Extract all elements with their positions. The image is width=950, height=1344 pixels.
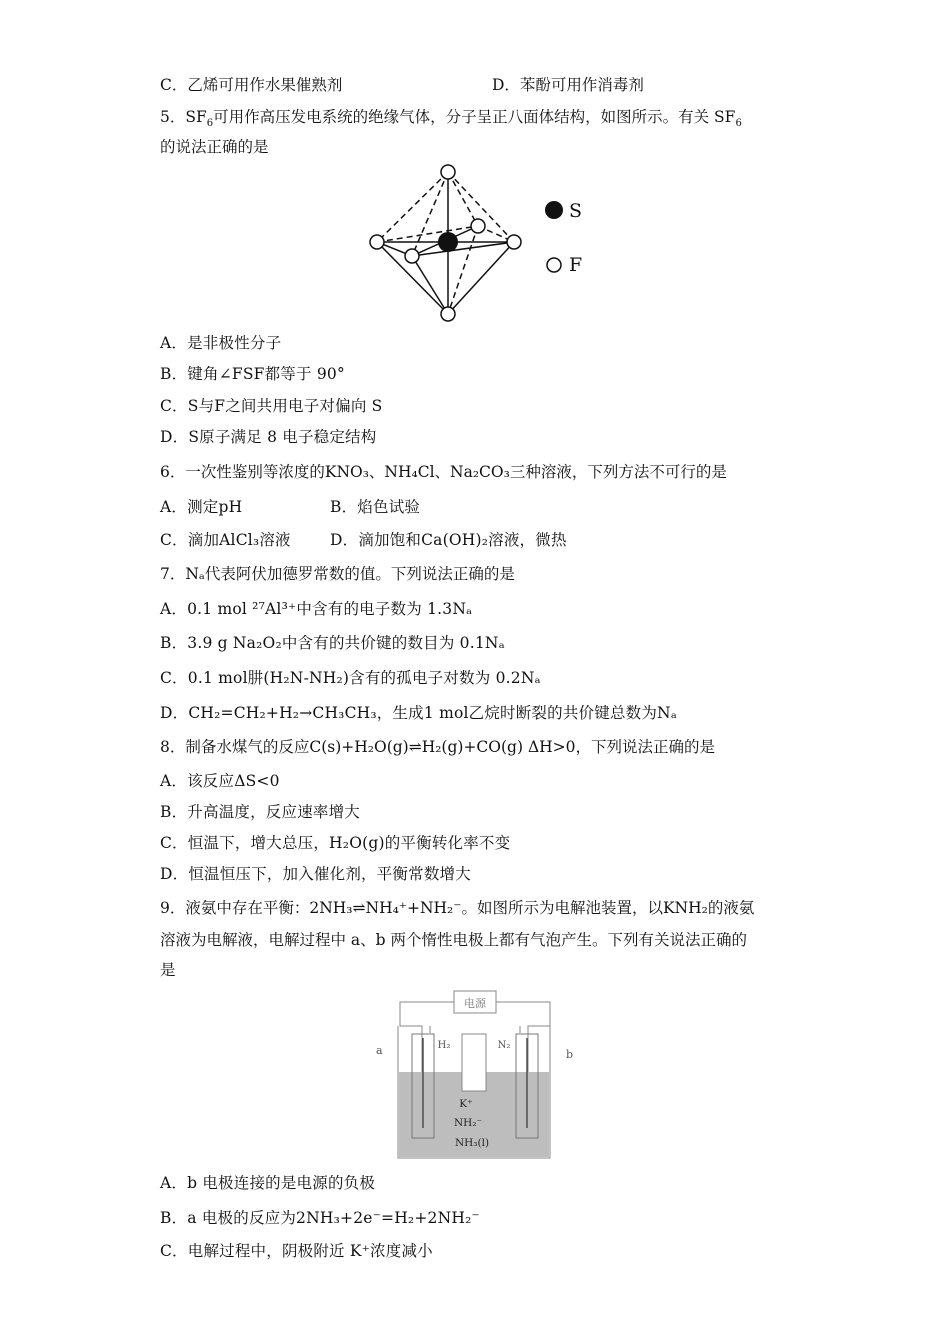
q9-option-b: B．a 电极的反应为2NH₃+2e⁻=H₂+2NH₂⁻ — [160, 1209, 480, 1227]
f-atom-top — [441, 165, 455, 179]
f-atom-right — [507, 235, 521, 249]
q9-option-c: C．电解过程中，阴极附近 K⁺浓度减小 — [160, 1242, 433, 1260]
legend-f-dot — [547, 258, 561, 272]
electrode-b-label: b — [566, 1048, 574, 1061]
q9-option-a: A．b 电极连接的是电源的负极 — [160, 1174, 376, 1192]
center-divider — [462, 1034, 486, 1091]
legend-f-label: F — [569, 254, 583, 276]
q7-stem: 7．Nₐ代表阿伏加德罗常数的值。下列说法正确的是 — [160, 565, 515, 583]
q6-option-c: C．滴加AlCl₃溶液 — [160, 531, 291, 549]
q6-option-d: D．滴加饱和Ca(OH)₂溶液，微热 — [330, 531, 567, 549]
legend-s-label: S — [569, 200, 583, 222]
q9-stem-line2: 溶液为电解液，电解过程中 a、b 两个惰性电极上都有气泡产生。下列有关说法正确的 — [160, 931, 748, 949]
n2-label: N₂ — [497, 1040, 511, 1051]
q6-stem: 6．一次性鉴别等浓度的KNO₃、NH₄Cl、Na₂CO₃三种溶液，下列方法不可行的是 — [160, 463, 727, 481]
q5-option-b: B．键角∠FSF都等于 90° — [160, 365, 345, 383]
q4-option-c: C．乙烯可用作水果催熟剂 — [160, 76, 343, 94]
q9-stem-line3: 是 — [160, 961, 176, 979]
nh2-ion-label: NH₂⁻ — [453, 1117, 483, 1129]
nh3-label: NH₃(l) — [454, 1137, 490, 1149]
q8-option-d: D．恒温恒压下，加入催化剂，平衡常数增大 — [160, 865, 471, 883]
q7-option-d: D．CH₂=CH₂+H₂→CH₃CH₃，生成1 mol乙烷时断裂的共价键总数为Nₐ — [160, 704, 677, 722]
q5-option-c: C．S与F之间共用电子对偏向 S — [160, 397, 383, 415]
sf6-diagram — [360, 158, 620, 326]
f-atom-left — [370, 235, 384, 249]
q5-stem-b: 可用作高压发电系统的绝缘气体，分子呈正八面体结构，如图所示。有关 SF — [213, 108, 736, 126]
q7-option-a: A．0.1 mol ²⁷Al³⁺中含有的电子数为 1.3Nₐ — [160, 600, 473, 618]
q8-stem: 8．制备水煤气的反应C(s)+H₂O(g)⇌H₂(g)+CO(g) ΔH>0，下列说法正确的是 — [160, 738, 716, 756]
q5-option-d: D．S原子满足 8 电子稳定结构 — [160, 428, 377, 446]
q9-stem-line1: 9．液氨中存在平衡：2NH₃⇌NH₄⁺+NH₂⁻。如图所示为电解池装置，以KNH₂的液氨 — [160, 899, 755, 917]
q8-option-a: A．该反应ΔS<0 — [160, 772, 280, 790]
q8-option-b: B．升高温度，反应速率增大 — [160, 803, 360, 821]
legend-s-dot — [545, 201, 563, 219]
q5-sub: 6 — [206, 118, 214, 130]
k-ion-label: K⁺ — [459, 1098, 473, 1110]
q8-option-c: C．恒温下，增大总压，H₂O(g)的平衡转化率不变 — [160, 834, 511, 852]
q5-stem — [160, 106, 742, 128]
electrolysis-diagram — [370, 988, 580, 1163]
q7-option-b: B．3.9 g Na₂O₂中含有的共价键的数目为 0.1Nₐ — [160, 634, 505, 652]
s-atom — [438, 232, 458, 252]
f-atom-back — [471, 219, 485, 233]
electrode-a-label: a — [376, 1044, 383, 1057]
q5-stem-a: 5．SF — [160, 108, 207, 126]
q6-option-b: B．焰色试验 — [330, 498, 421, 516]
q5-stem-c: 的说法正确的是 — [160, 138, 269, 156]
q5-option-a: A．是非极性分子 — [160, 334, 282, 352]
q5-sub2: 6 — [735, 118, 742, 130]
f-atom-bottom — [441, 307, 455, 321]
q6-option-a: A．测定pH — [160, 498, 243, 516]
q4-option-d: D．苯酚可用作消毒剂 — [492, 76, 644, 94]
h2-label: H₂ — [437, 1040, 451, 1051]
power-label: 电源 — [464, 997, 486, 1010]
q7-option-c: C．0.1 mol肼(H₂N-NH₂)含有的孤电子对数为 0.2Nₐ — [160, 669, 541, 687]
f-atom-front — [405, 249, 419, 263]
